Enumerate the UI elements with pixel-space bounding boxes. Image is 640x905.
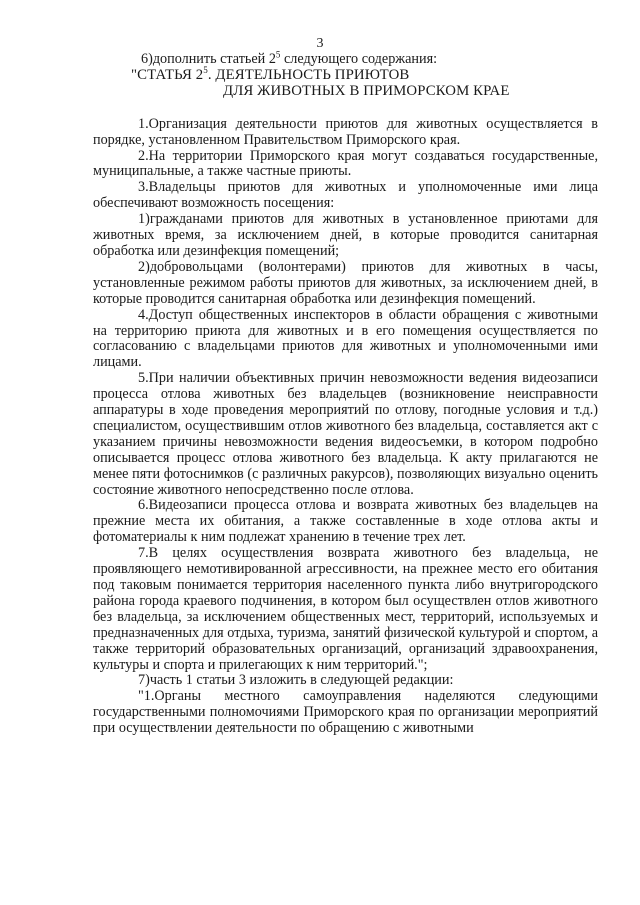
paragraph-2: 2.На территории Приморского края могут создаваться государственные, муниципальные, а также частные приюты. [93,147,598,180]
amendment-intro-text-end: следующего содержания: [280,51,438,67]
document-body [93,49,598,737]
article-title-line-1 [93,64,598,84]
paragraph-3: 3.Владельцы приютов для животных и уполномоченные ими лица обеспечивают возможность посещения: [93,179,598,212]
paragraph-7: 7.В целях осуществления возврата животного без владельца, не проявляющего немотивированной агрессивности, на прежнее место его обитания под таковым понимается территория населенного пункта либо внутригородского района города краевого подчинения, в котором был осуществлен отлов животного без владельца, за исключением общественных мест, территорий, используемых и предназначенных для отдыха, туризма, занятий физической культурой и спортом, а также территорий образовательных организаций, организаций здравоохранения, культуры и спорта и прилегающих к ним территорий."; [93,545,598,673]
paragraph-4: 4.Доступ общественных инспекторов в области обращения с животными на территорию приюта для животных и в его помещения осуществляется по согласованию с владельцами приютов для животных и уполномоченными ими лицами. [93,306,598,371]
amendment-intro-superscript: 5 [275,49,281,60]
paragraph-3-item-1: 1)гражданами приютов для животных в установленное приютами для животных время, за исключением дней, в которые проводится санитарная обработка или дезинфекция помещений; [93,211,598,259]
amendment-intro-text: 6)дополнить статьей 2 [141,51,276,67]
amended-text-start: "1.Органы местного самоуправления наделяются следующими государственными полномочиями Приморского края по организации мероприятий при осуществлении деятельности по обращению с животными [93,688,598,737]
paragraph-1: 1.Организация деятельности приютов для животных осуществляется в порядке, установленном Правительством Приморского края. [93,115,598,148]
paragraph-5: 5.При наличии объективных причин невозможности ведения видеозаписи процесса отлова животных без владельцев (возникновение неисправности аппаратуры в ходе проведения мероприятий по отлову, погодные условия и т.д.) специалистом, осуществившим отлов животного без владельца, составляется акт с указанием причины невозможности ведения видеосъемки, в котором подробно описывается процесс отлова животного без владельца. К акту прилагаются не менее пяти фотоснимков (с различных ракурсов), позволяющих визуально оценить состояние животного непосредственно после отлова. [93,370,598,498]
paragraph-6: 6.Видеозаписи процесса отлова и возврата животных без владельцев на прежние места их обитания, а также составленные в ходе отлова акты и фотоматериалы к ним подлежат хранению в течение трех лет. [93,497,598,546]
article-title-prefix: "СТАТЬЯ 2 [131,66,204,83]
article-title-suffix: . ДЕЯТЕЛЬНОСТЬ ПРИЮТОВ [207,66,410,83]
paragraph-3-item-2: 2)добровольцами (волонтерами) приютов для животных в часы, установленные режимом работы приютов для животных, за исключением дней, в которые проводится санитарная обработка или дезинфекция помещений. [93,258,598,307]
amendment-item-7: 7)часть 1 статьи 3 изложить в следующей редакции: [138,672,454,689]
article-title-line-2: ДЛЯ ЖИВОТНЫХ В ПРИМОРСКОМ КРАЕ [223,82,510,99]
article-title-superscript: 5 [203,64,208,75]
amendment-intro [93,49,598,68]
page-number: 3 [316,36,324,51]
